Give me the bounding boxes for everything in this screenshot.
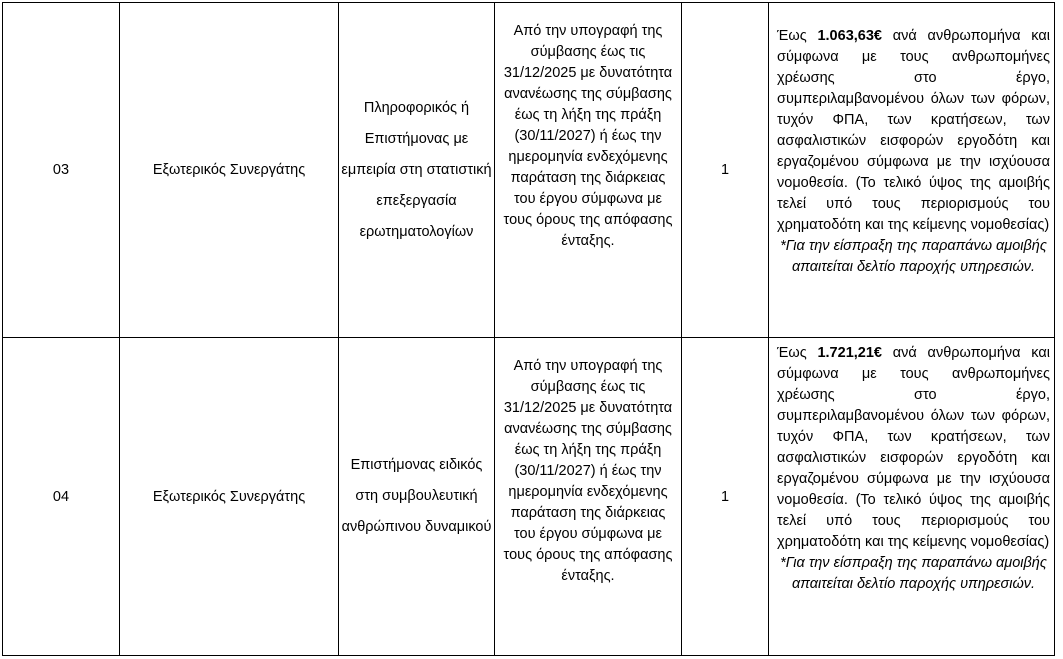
- position-code: 03: [3, 3, 120, 338]
- position-quantity: 1: [682, 3, 769, 338]
- fee-prefix: Έως: [777, 345, 818, 361]
- fee-amount: 1.063,63€: [817, 28, 882, 44]
- contract-duration-cell: [495, 338, 682, 656]
- contract-duration: Από την υπογραφή της σύμβασης έως τις 31/12/2025 με δυνατότητα ανανέωσης της σύμβασης έως τη λήξη της πράξη (30/11/2027) ή έως την ημερομηνία ενδεχόμενης παράταση της διάρκειας του έργου σύμφωνα με τους όρους της απόφασης ένταξης.: [503, 23, 673, 249]
- profile-description: Πληροφορικός ή Επιστήμονας με εμπειρία στη στατιστική επεξεργασία ερωτηματολογίων: [339, 3, 495, 338]
- fee-note: *Για την είσπραξη της παραπάνω αμοιβής απαιτείται δελτίο παροχής υπηρεσιών.: [780, 238, 1047, 275]
- profile-description: Επιστήμονας ειδικός στη συμβουλευτική ανθρώπινου δυναμικού: [339, 338, 495, 656]
- table-row: [3, 338, 1055, 656]
- collaborator-type: Εξωτερικός Συνεργάτης: [120, 338, 339, 656]
- contract-duration-cell: [495, 3, 682, 338]
- fee-description: [777, 343, 1050, 553]
- position-quantity: 1: [682, 338, 769, 656]
- position-code: 04: [3, 338, 120, 656]
- fee-amount: 1.721,21€: [817, 345, 882, 361]
- collaborator-type: Εξωτερικός Συνεργάτης: [120, 3, 339, 338]
- table-row: [3, 3, 1055, 338]
- fee-note: *Για την είσπραξη της παραπάνω αμοιβής απαιτείται δελτίο παροχής υπηρεσιών.: [780, 555, 1047, 592]
- fee-text: ανά ανθρωπομήνα και σύμφωνα με τους ανθρωπομήνες χρέωσης στο έργο, συμπεριλαμβανομένου όλων των φόρων, τυχόν ΦΠΑ, των κρατήσεων, των ασφαλιστικών εισφορών εργοδότη και εργαζομένου σύμφωνα με την ισχύουσα νομοθεσία. (Το τελικό ύψος της αμοιβής τελεί υπό τους περιορισμούς του χρηματοδότη και της κείμενης νομοθεσίας): [777, 345, 1050, 550]
- fee-prefix: Έως: [777, 28, 818, 44]
- fee-description: [777, 26, 1050, 236]
- positions-table: [2, 2, 1055, 656]
- fee-text: ανά ανθρωπομήνα και σύμφωνα με τους ανθρωπομήνες χρέωσης στο έργο, συμπεριλαμβανομένου όλων των φόρων, τυχόν ΦΠΑ, των κρατήσεων, των ασφαλιστικών εισφορών εργοδότη και εργαζομένου σύμφωνα με την ισχύουσα νομοθεσία. (Το τελικό ύψος της αμοιβής τελεί υπό τους περιορισμούς του χρηματοδότη και της κείμενης νομοθεσίας): [777, 28, 1050, 233]
- fee-cell: [769, 338, 1055, 656]
- fee-cell: [769, 3, 1055, 338]
- contract-duration: Από την υπογραφή της σύμβασης έως τις 31/12/2025 με δυνατότητα ανανέωσης της σύμβασης έως τη λήξη της πράξη (30/11/2027) ή έως την ημερομηνία ενδεχόμενης παράταση της διάρκειας του έργου σύμφωνα με τους όρους της απόφασης ένταξης.: [503, 358, 673, 584]
